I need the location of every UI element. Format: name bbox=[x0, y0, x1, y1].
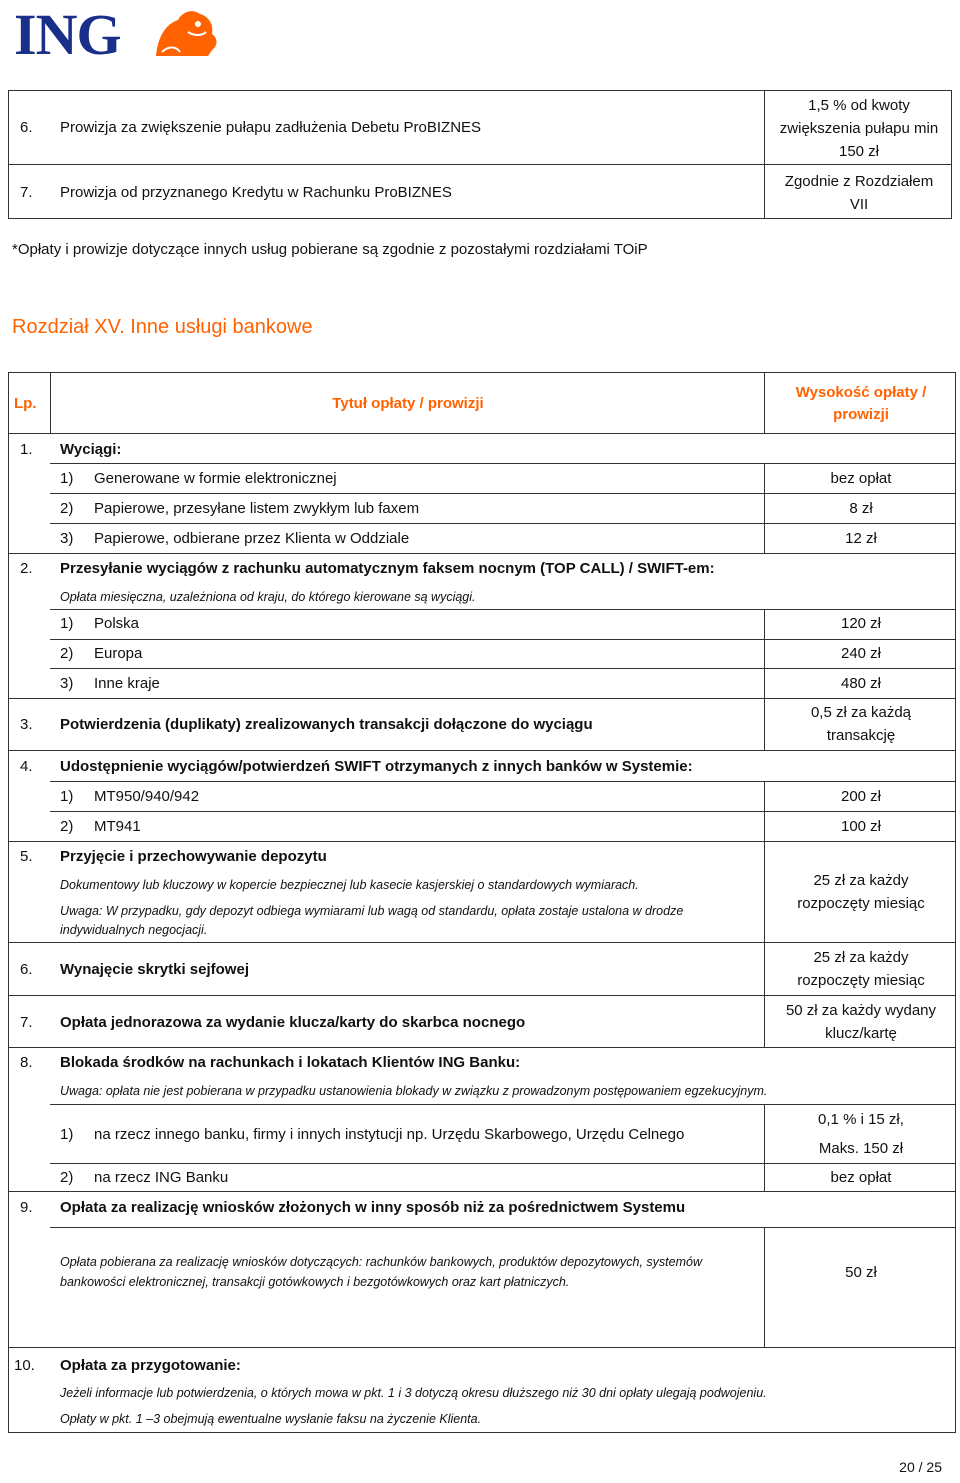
row-number: 6. bbox=[20, 119, 33, 136]
fee-value: 150 zł bbox=[838, 143, 880, 160]
item-note: Dokumentowy lub kluczowy w kopercie bezpiecznej lub kasecie kasjerskiej o standardowych wymiarach. bbox=[60, 878, 639, 892]
item-fee: 25 zł za każdy bbox=[813, 872, 909, 889]
sub-number: 3) bbox=[60, 675, 74, 692]
sub-number: 1) bbox=[60, 1126, 74, 1143]
sub-fee: 480 zł bbox=[840, 675, 882, 692]
item-note: Opłata pobierana za realizację wniosków dotyczących: rachunków bankowych, produktów depozytowych, systemów bbox=[60, 1255, 702, 1269]
sub-fee: 0,1 % i 15 zł, bbox=[818, 1111, 904, 1128]
item-number: 9. bbox=[20, 1199, 33, 1216]
sub-number: 2) bbox=[60, 500, 74, 517]
sub-fee: 12 zł bbox=[845, 530, 877, 547]
sub-label: MT950/940/942 bbox=[94, 788, 200, 805]
item-note: Uwaga: opłata nie jest pobierana w przypadku ustanowienia blokady w związku z prowadzonym postępowaniem egzekucyjnym. bbox=[60, 1084, 768, 1098]
sub-label: Europa bbox=[94, 645, 143, 662]
item-title: Przyjęcie i przechowywanie depozytu bbox=[60, 848, 327, 865]
sub-fee: 100 zł bbox=[840, 818, 882, 835]
item-title: Wynajęcie skrytki sejfowej bbox=[60, 961, 249, 978]
item-note: bankowości elektronicznej, transakcji gotówkowych i bezgotówkowych oraz kart płatniczych. bbox=[60, 1275, 570, 1289]
item-fee: 25 zł za każdy bbox=[813, 949, 909, 966]
sub-label: na rzecz ING Banku bbox=[94, 1169, 229, 1186]
item-number: 8. bbox=[20, 1054, 33, 1071]
sub-number: 2) bbox=[60, 1169, 74, 1186]
item-title: Opłata jednorazowa za wydanie klucza/karty do skarbca nocnego bbox=[60, 1014, 526, 1031]
item-number: 2. bbox=[20, 560, 33, 577]
item-fee: 50 zł bbox=[845, 1264, 877, 1281]
sub-label: Papierowe, przesyłane listem zwykłym lub faxem bbox=[94, 500, 420, 517]
item-number: 7. bbox=[20, 1014, 33, 1031]
sub-fee: 200 zł bbox=[840, 788, 882, 805]
header-title: Tytuł opłaty / prowizji bbox=[332, 395, 484, 412]
item-title: Opłata za przygotowanie: bbox=[60, 1357, 241, 1374]
item-number: 4. bbox=[20, 758, 33, 775]
item-number: 5. bbox=[20, 848, 33, 865]
item-title: Blokada środków na rachunkach i lokatach Klientów ING Banku: bbox=[60, 1054, 521, 1071]
item-fee: rozpoczęty miesiąc bbox=[797, 895, 925, 912]
header-lp: Lp. bbox=[14, 395, 37, 412]
header-fee: prowizji bbox=[833, 406, 889, 423]
header-fee: Wysokość opłaty / bbox=[795, 384, 927, 401]
fee-title: Prowizja za zwiększenie pułapu zadłużenia Debetu ProBIZNES bbox=[60, 119, 482, 136]
item-number: 10. bbox=[14, 1357, 35, 1374]
sub-label: Inne kraje bbox=[94, 675, 160, 692]
item-title: Opłata za realizację wniosków złożonych w inny sposób niż za pośrednictwem Systemu bbox=[60, 1199, 686, 1216]
item-title: Potwierdzenia (duplikaty) zrealizowanych transakcji dołączone do wyciągu bbox=[60, 716, 593, 733]
item-title: Udostępnienie wyciągów/potwierdzeń SWIFT otrzymanych z innych banków w Systemie: bbox=[60, 758, 693, 775]
sub-number: 2) bbox=[60, 645, 74, 662]
sub-fee: Maks. 150 zł bbox=[818, 1140, 904, 1157]
item-note: Opłaty w pkt. 1 –3 obejmują ewentualne wysłanie faksu na życzenie Klienta. bbox=[60, 1412, 482, 1426]
sub-fee: 120 zł bbox=[840, 615, 882, 632]
item-note: Jeżeli informacje lub potwierdzenia, o których mowa w pkt. 1 i 3 dotyczą okresu dłuższego niż 30 dni opłaty ulegają podwojeniu. bbox=[60, 1386, 767, 1400]
sub-fee: 240 zł bbox=[840, 645, 882, 662]
item-fee: rozpoczęty miesiąc bbox=[797, 972, 925, 989]
fee-title: Prowizja od przyznanego Kredytu w Rachunku ProBIZNES bbox=[60, 184, 452, 201]
item-title: Przesyłanie wyciągów z rachunku automatycznym faksem nocnym (TOP CALL) / SWIFT-em: bbox=[60, 560, 715, 577]
sub-number: 1) bbox=[60, 470, 74, 487]
item-note: Uwaga: W przypadku, gdy depozyt odbiega wymiarami lub wagą od standardu, opłata zostaje ustalona w drodze bbox=[60, 904, 684, 918]
sub-label: na rzecz innego banku, firmy i innych instytucji np. Urzędu Skarbowego, Urzędu Celnego bbox=[94, 1126, 685, 1143]
item-number: 6. bbox=[20, 961, 33, 978]
sub-number: 2) bbox=[60, 818, 74, 835]
lion-icon bbox=[148, 6, 222, 60]
sub-number: 1) bbox=[60, 615, 74, 632]
item-fee: 50 zł za każdy wydany bbox=[785, 1002, 937, 1019]
ing-logo-text: ING bbox=[14, 2, 121, 67]
sub-fee: bez opłat bbox=[830, 470, 892, 487]
item-number: 1. bbox=[20, 441, 33, 458]
item-fee: 0,5 zł za każdą bbox=[810, 704, 912, 721]
item-title: Wyciągi: bbox=[60, 441, 122, 458]
item-fee: transakcję bbox=[826, 727, 896, 744]
sub-label: Polska bbox=[94, 615, 140, 632]
sub-fee: 8 zł bbox=[849, 500, 873, 517]
sub-label: Generowane w formie elektronicznej bbox=[94, 470, 337, 487]
footnote: *Opłaty i prowizje dotyczące innych usług pobierane są zgodnie z pozostałymi rozdziałami TOiP bbox=[12, 241, 648, 258]
page-number: 20 / 25 bbox=[899, 1459, 942, 1475]
item-note: indywidualnych negocjacji. bbox=[60, 923, 208, 937]
fee-value: zwiększenia pułapu min bbox=[779, 120, 939, 137]
fee-value: 1,5 % od kwoty bbox=[808, 97, 910, 114]
row-number: 7. bbox=[20, 184, 33, 201]
item-note: Opłata miesięczna, uzależniona od kraju, do którego kierowane są wyciągi. bbox=[60, 590, 476, 604]
section-title: Rozdział XV. Inne usługi bankowe bbox=[12, 316, 313, 338]
fee-value: Zgodnie z Rozdziałem bbox=[784, 173, 934, 190]
item-number: 3. bbox=[20, 716, 33, 733]
sub-number: 1) bbox=[60, 788, 74, 805]
sub-fee: bez opłat bbox=[830, 1169, 892, 1186]
sub-label: MT941 bbox=[94, 818, 141, 835]
item-fee: klucz/kartę bbox=[825, 1025, 897, 1042]
sub-number: 3) bbox=[60, 530, 74, 547]
sub-label: Papierowe, odbierane przez Klienta w Oddziale bbox=[94, 530, 410, 547]
fee-value: VII bbox=[849, 196, 869, 213]
